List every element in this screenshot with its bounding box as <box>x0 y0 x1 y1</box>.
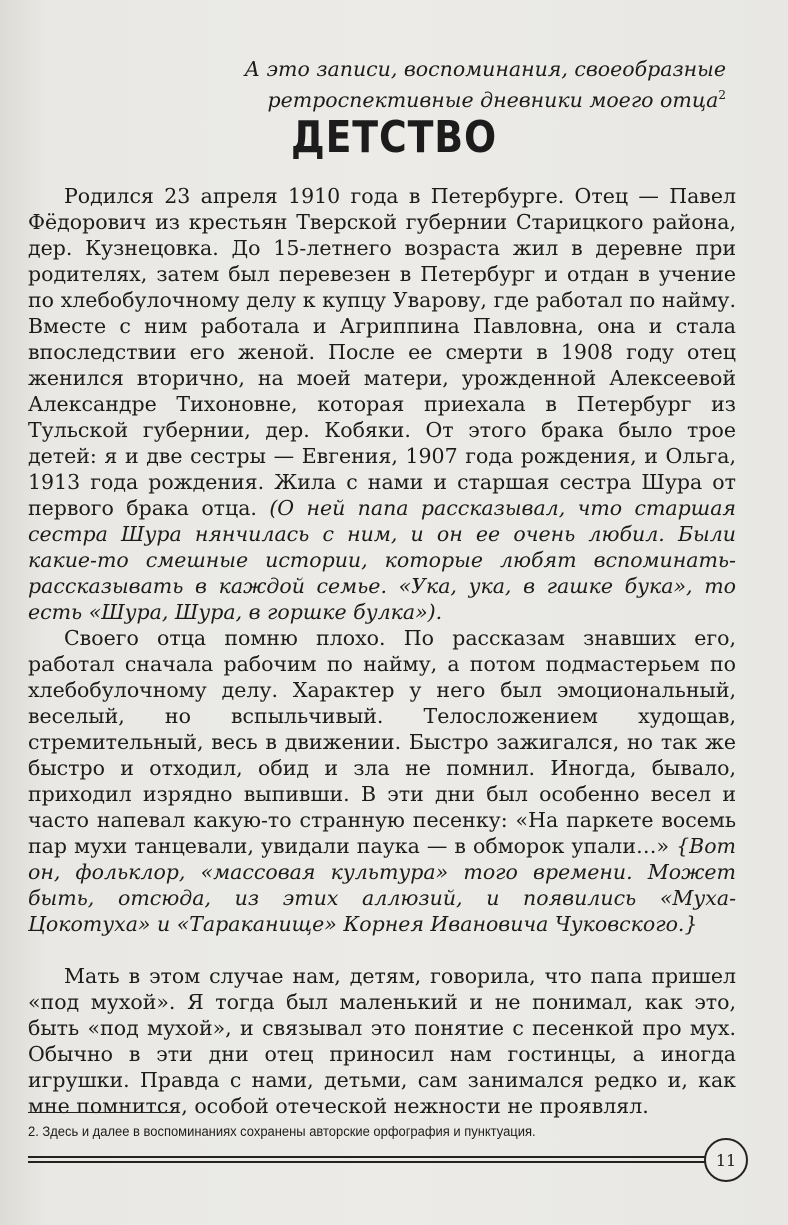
paragraph-3 <box>28 963 736 1119</box>
footnote-divider <box>28 1112 180 1113</box>
epigraph <box>206 54 726 116</box>
paragraph-2-text: Своего отца помню плохо. По рассказам знавших его, работал сначала рабочим по найму, а потом подмастерьем по хлебобулочному делу. Характер у него был эмоциональный, веселый, но вспыльчивый. Телосложением худощав, стремительный, весь в движении. Быстро зажигался, но так же быстро и отходил, обид и зла не помнил. Иногда, бывало, приходил изрядно выпивши. В эти дни был особенно весел и часто напевал какую-то странную песенку: «На паркете восемь пар мухи танцевали, увидали паука — в обморок упали…» <box>28 626 736 858</box>
chapter-title: ДЕТСТВО <box>291 112 497 163</box>
page-number-badge <box>704 1138 748 1182</box>
paragraph-2-italic-note: {Вот он, фольклор, «массовая культура» того времени. Может быть, отсюда, из этих аллюзий, и появились «Муха-Цокотуха» и «Тараканище» Корнея Ивановича Чуковского.} <box>28 834 736 936</box>
body-text <box>28 183 736 1119</box>
paragraph-3-text: Мать в этом случае нам, детям, говорила, что папа пришел «под мухой». Я тогда был маленький и не понимал, как это, быть «под мухой», и связывал это понятие с песенкой про мух. Обычно в эти дни отец приносил нам гостинцы, а иногда игрушки. Правда с нами, детьми, сам занимался редко и, как мне помнится, особой отеческой нежности не проявлял. <box>28 964 736 1118</box>
paragraph-1-text: Родился 23 апреля 1910 года в Петербурге. Отец — Павел Фёдорович из крестьян Тверской губернии Старицкого района, дер. Кузнецовка. До 15-летнего возраста жил в деревне при родителях, затем был перевезен в Петербург и отдан в учение по хлебобулочному делу к купцу Уварову, где работал по найму. Вместе с ним работала и Агриппина Павловна, она и стала впоследствии его женой. После ее смерти в 1908 году отец женился вторично, на моей матери, урожденной Алексеевой Александре Тихоновне, которая приехала в Петербург из Тульской губернии, дер. Кобяки. От этого брака было трое детей: я и две сестры — Евгения, 1907 года рождения, и Ольга, 1913 года рождения. Жила с нами и старшая сестра Шура от первого брака отца. <box>28 184 736 520</box>
epigraph-line-2: ретроспективные дневники моего отца <box>267 88 719 112</box>
footnote: 2. Здесь и далее в воспоминаниях сохранены авторские орфография и пунктуация. <box>28 1124 536 1139</box>
bottom-double-rule <box>28 1156 708 1164</box>
paragraph-1-italic-note: (О ней папа рассказывал, что старшая сестра Шура нянчилась с ним, и он ее очень любил. Были какие-то смешные истории, которые любят вспоминать-рассказывать в каждой семье. «Ука, ука, в гашке бука», то есть «Шура, Шура, в горшке булка»). <box>28 496 736 624</box>
paragraph-2 <box>28 625 736 937</box>
epigraph-line-1: А это записи, воспоминания, своеобразные <box>244 57 726 81</box>
page-number: 11 <box>715 1150 737 1170</box>
paragraph-1 <box>28 183 736 625</box>
footnote-ref: 2 <box>718 88 726 102</box>
